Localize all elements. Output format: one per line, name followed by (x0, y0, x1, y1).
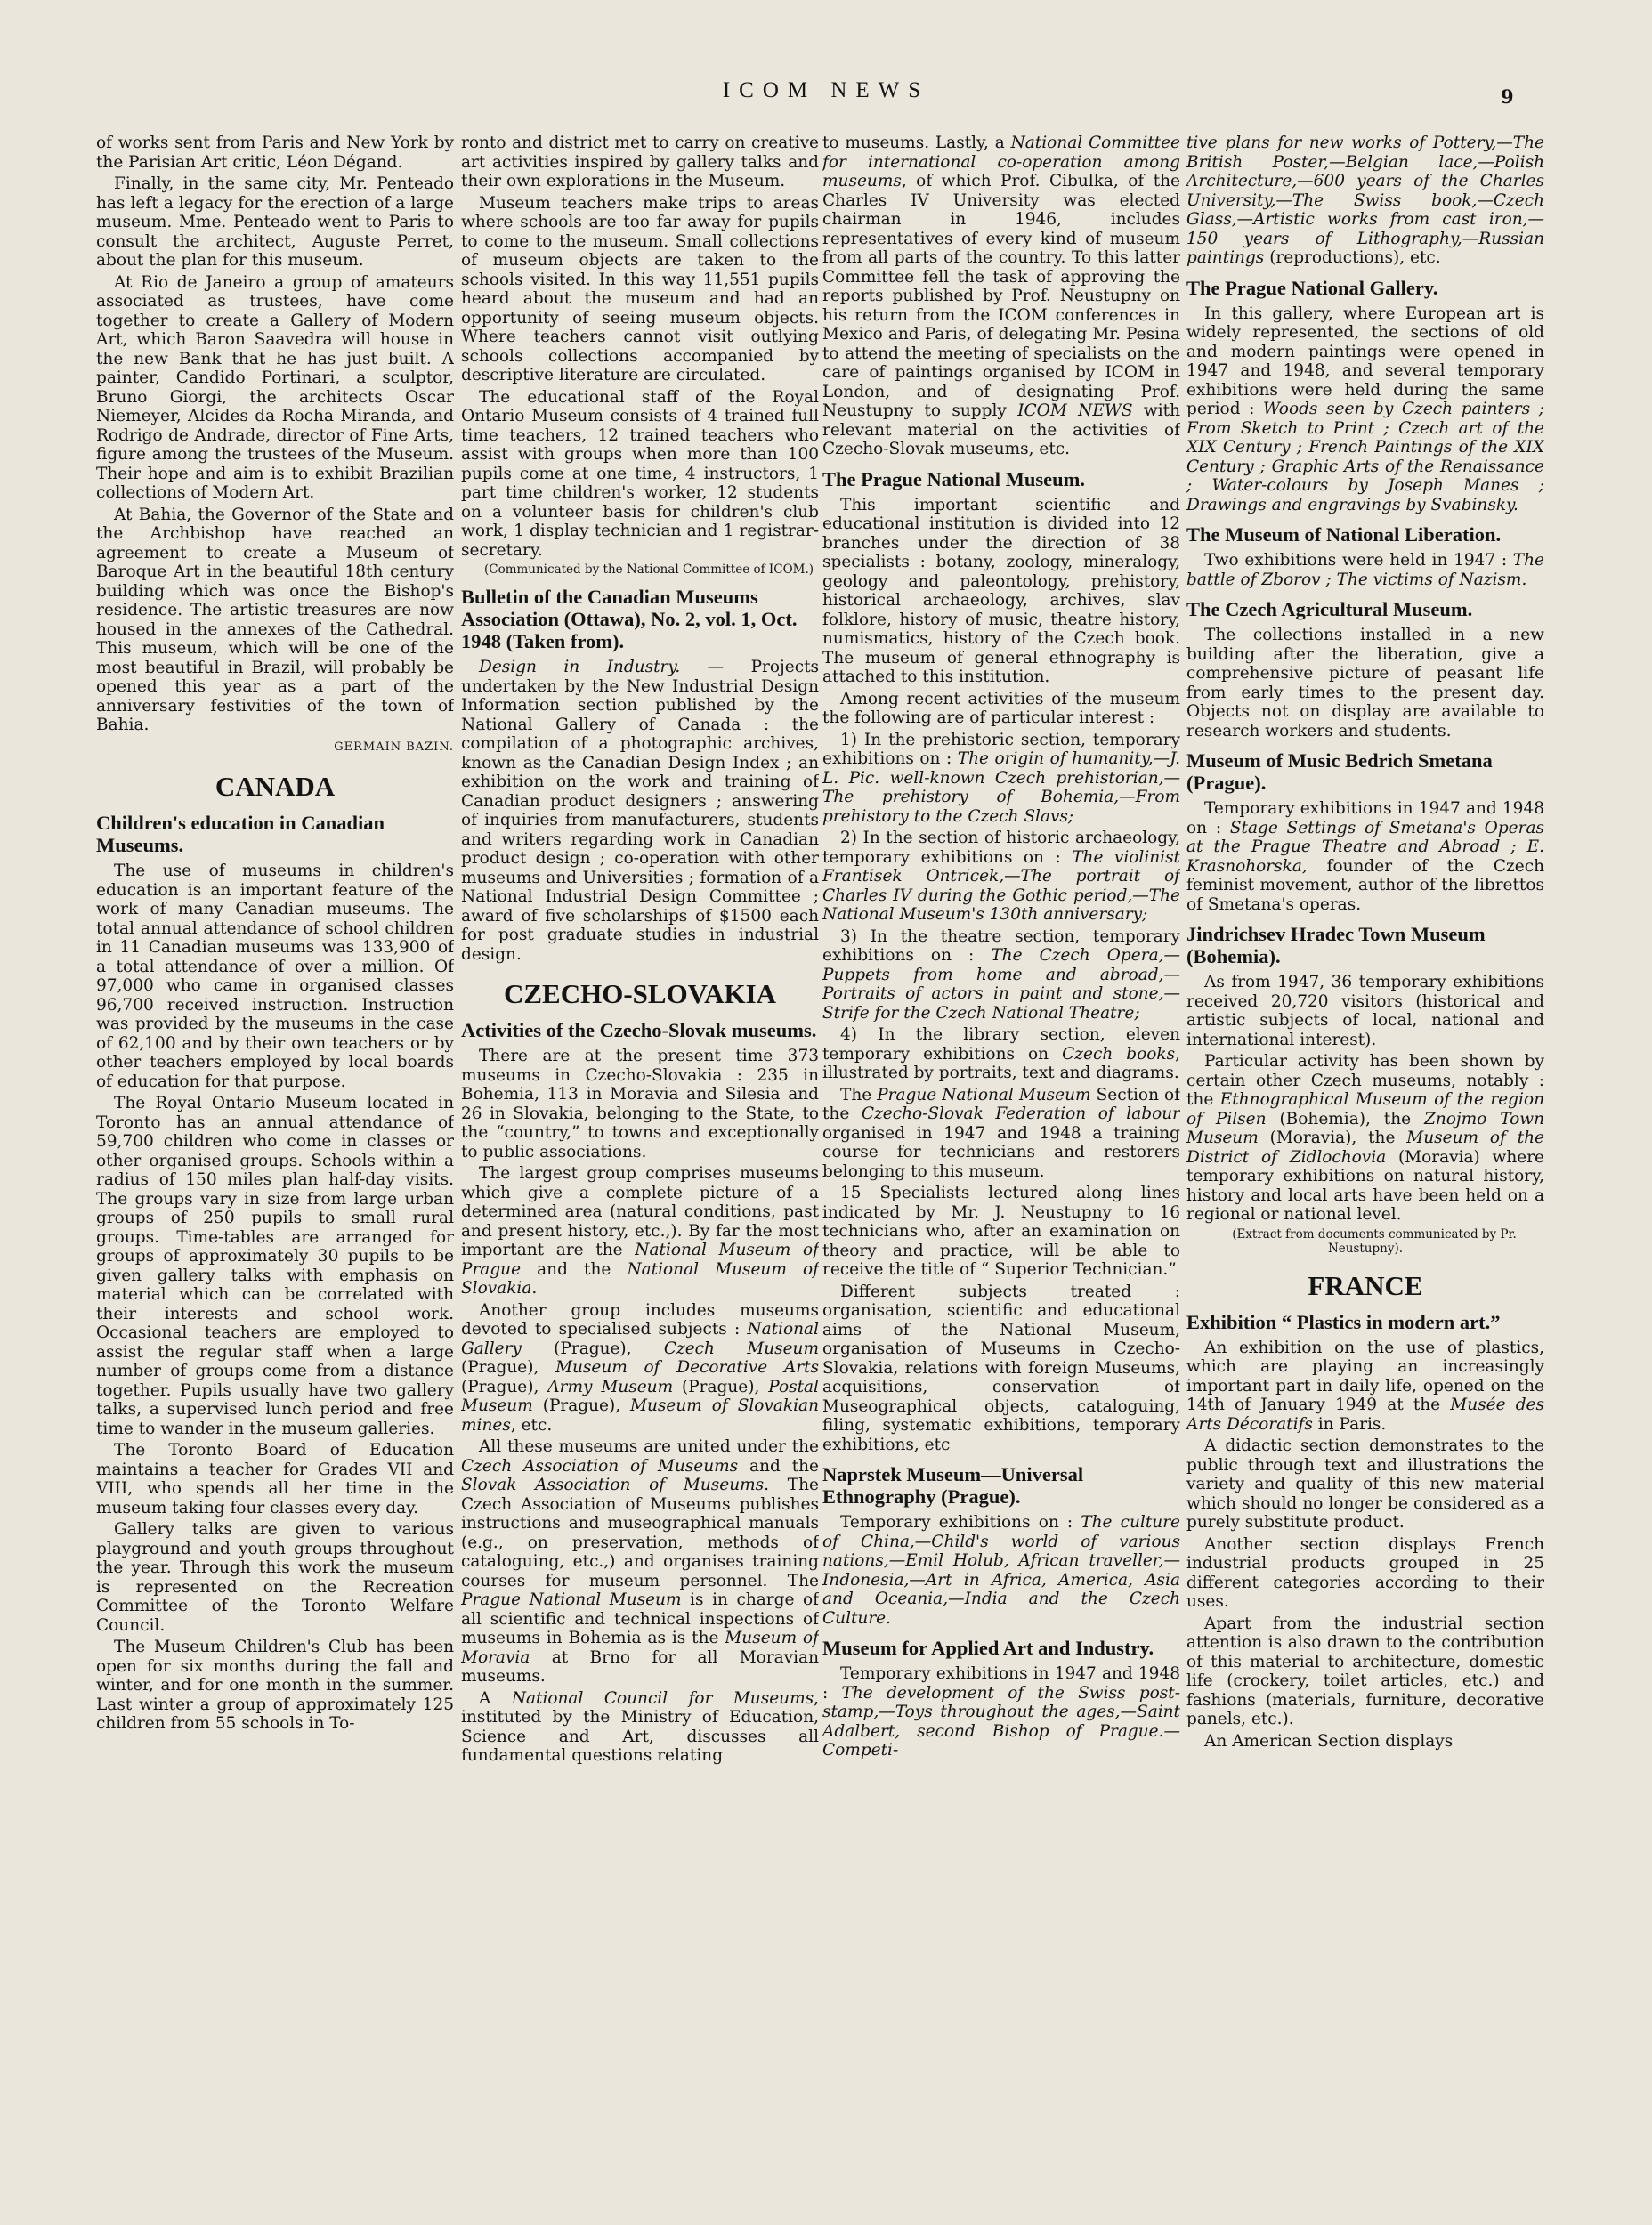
paragraph: The Museum Children's Club has been open for six months during the fall and winter, and for one month in the summer. Last winter a group of approximately 125 children from 55 schools in To- (96, 1638, 454, 1733)
paragraph: 3) In the theatre section, temporary exhibitions on : The Czech Opera,—Puppets from home and abroad,—Portraits of actors in paint and stone,—Strife for the Czech National Theatre; (822, 926, 1180, 1023)
article-heading: Museum for Applied Art and Industry. (822, 1637, 1154, 1659)
paragraph: The Toronto Board of Education maintains a teacher for Grades VII and VIII, who spends all her time in the museum taking four classes every day. (96, 1441, 454, 1517)
paragraph: There are at the present time 373 museums in Czecho-Slovakia : 235 in Bohemia, 113 in Moravia and Silesia and 26 in Slovakia, belonging to the State, to the “country,” to towns and exceptionally to public associations. (461, 1047, 819, 1161)
source-note: (Communicated by the National Committee of ICOM.) (483, 562, 814, 577)
paragraph: Different subjects treated : organisation, scientific and educational aims of the National Museum, organisation of Museums in Czecho-Slovakia, relations with foreign Museums, acquisitions, conservation of Museographical objects, cataloguing, filing, systematic exhibitions, temporary exhibitions, etc (822, 1282, 1180, 1454)
paragraph: The Prague National Museum Section of the Czecho-Slovak Federation of labour organised in 1947 and 1948 a training course for technicians and restorers belonging to this museum. (822, 1085, 1180, 1181)
paragraph: Among recent activities of the museum the following are of particular interest : (822, 689, 1180, 727)
column-4 (1186, 134, 1544, 2207)
paragraph: Design in Industry. — Projects undertaken by the New Industrial Design Information section published by the National Gallery of Canada : the compilation of a photographic archives, known as the Canadian Design Index ; an exhibition on the work and training of Canadian product designers ; answering of inquiries from manufacturers, students and writers regarding work in Canadian product design ; co-operation with other museums and Universities ; formation of a National Industrial Design Committee ; award of five scholarships of $1500 each for post graduate studies in industrial design. (461, 658, 819, 964)
country-heading: FRANCE (1308, 1269, 1423, 1301)
article-heading: Naprstek Museum—Universal Ethnography (Prague). (822, 1463, 1084, 1508)
paragraph: Temporary exhibitions in 1947 and 1948 on : Stage Settings of Smetana's Operas at the Prague Theatre and Abroad ; E. Krasnohorska, founder of the Czech feminist movement, author of the librettos of Smetana's operas. (1186, 799, 1544, 914)
paragraph: The Royal Ontario Museum located in Toronto has an annual attendance of 59,700 children who come in classes or other organised groups. Schools within a radius of 150 miles plan half-day visits. The groups vary in size from large urban groups of 250 pupils to small rural groups. Time-tables are arranged for groups of approximately 30 pupils to be given gallery talks with emphasis on material which can be correlated with their interests and school work. Occasional teachers are employed to assist the regular staff when a large number of groups come from a distance together. Pupils usually have two gallery talks, a supervised lunch period and free time to wander in the museum galleries. (96, 1094, 454, 1438)
page-number: 9 (1501, 85, 1514, 108)
article-heading: The Prague National Museum. (822, 467, 1085, 490)
paragraph: tive plans for new works of Pottery,—The British Poster,—Belgian lace,—Polish Architecture,—600 years of the Charles University,—The Swiss book,—Czech Glass,—Artistic works from cast iron,—150 years of Lithography,—Russian paintings (reproductions), etc. (1186, 134, 1544, 267)
paragraph: Museum teachers make trips to areas where schools are too far away for pupils to come to the museum. Small collections of museum objects are taken to the schools visited. In this way 11,551 pupils heard about the museum and had an opportunity of seeing museum objects. Where teachers cannot visit outlying schools collections accompanied by descriptive literature are circulated. (461, 193, 819, 384)
paragraph: A didactic section demonstrates to the public through text and illustrations the variety and quality of this new material which should no longer be considered as a purely substitute product. (1186, 1436, 1544, 1532)
article-heading: Activities of the Czecho-Slovak museums. (461, 1019, 817, 1041)
paragraph: 1) In the prehistoric section, temporary exhibitions on : The origin of humanity,—J. L. Pic. well-known Czech prehistorian,—The prehistory of Bohemia,—From prehistory to the Czech Slavs; (822, 730, 1180, 826)
paragraph: Gallery talks are given to various playground and youth groups throughout the year. Through this work the museum is represented on the Recreation Committee of the Toronto Welfare Council. (96, 1520, 454, 1635)
paragraph: All these museums are united under the Czech Association of Museums and the Slovak Association of Museums. The Czech Association of Museums publishes instructions and museographical manuals (e.g., on preservation, methods of cataloguing, etc.,) and organises training courses for museum personnel. The Prague National Museum is in charge of all scientific and technical inspections of museums in Bohemia as is the Museum of Moravia at Brno for all Moravian museums. (461, 1437, 819, 1686)
column-2 (461, 134, 819, 2207)
paragraph: Two exhibitions were held in 1947 : The battle of Zborov ; The victims of Nazism. (1186, 551, 1544, 589)
paragraph: This important scientific and educational institution is divided into 12 branches under the direction of 38 specialists : botany, zoology, mineralogy, geology and paleontology, prehistory, historical archaeology, archives, slav folklore, history of music, theatre history, numismatics, history of the Czech book. The museum of general ethnography is attached to this institution. (822, 495, 1180, 686)
article-heading: Museum of Music Bedrich Smetana (Prague). (1186, 749, 1493, 794)
paragraph: to museums. Lastly, a National Committee for international co-operation among museums, of which Prof. Cibulka, of the Charles IV University was elected chairman in 1946, includes representatives of every kind of museum from all parts of the country. To this latter Committee fell the task of approving the reports published by Prof. Neustupny on his return from the ICOM conferences in Mexico and Paris, of delegating Mr. Pesina to attend the meeting of specialists on the care of paintings organised by ICOM in London, and of designating Prof. Neustupny to supply ICOM NEWS with relevant material on the activities of Czecho-Slovak museums, etc. (822, 134, 1180, 458)
article-heading: The Czech Agricultural Museum. (1186, 598, 1473, 620)
column-3 (822, 134, 1180, 2207)
paragraph: of works sent from Paris and New York by the Parisian Art critic, Léon Dégand. (96, 134, 454, 172)
paragraph: Temporary exhibitions in 1947 and 1948 : The development of the Swiss post-stamp,—Toys throughout the ages,—Saint Adalbert, second Bishop of Prague.—Competi- (822, 1664, 1180, 1760)
article-heading: Bulletin of the Canadian Museums Association (Ottawa), No. 2, vol. 1, Oct. 1948 (Taken from). (461, 586, 798, 652)
author-signature: GERMAIN BAZIN. (334, 740, 454, 754)
paragraph: Temporary exhibitions on : The culture of China,—Child's world of various nations,—Emil Holub, African traveller,—Indonesia,—Art in Africa, America, Asia and Oceania,—India and the Czech Culture. (822, 1513, 1180, 1628)
running-header: ICOM NEWS (722, 78, 930, 102)
paragraph: An American Section displays (1204, 1731, 1454, 1751)
country-heading: CZECHO-SLOVAKIA (503, 978, 777, 1009)
article-heading: Exhibition “ Plastics in modern art.” (1186, 1310, 1501, 1333)
paragraph: As from 1947, 36 temporary exhibitions received 20,720 visitors (historical and artistic subjects of local, national and international interest). (1186, 973, 1544, 1049)
paragraph: Particular activity has been shown by certain other Czech museums, notably : the Ethnographical Museum of the region of Pilsen (Bohemia), the Znojmo Town Museum (Moravia), the Museum of the District of Zidlochovia (Moravia) where temporary exhibitions on natural history, history and local arts have been held on a regional or national level. (1186, 1052, 1544, 1224)
paragraph: The collections installed in a new building after the liberation, give a comprehensive picture of peasant life from early times to the present day. Objects not on display are available to research workers and students. (1186, 626, 1544, 740)
article-heading: Jindrichsev Hradec Town Museum (Bohemia). (1186, 923, 1486, 967)
paragraph: Another section displays French industrial products grouped in 25 different categories according to their uses. (1186, 1534, 1544, 1611)
article-heading: The Prague National Gallery. (1186, 276, 1438, 299)
paragraph: A National Council for Museums, instituted by the Ministry of Education, Science and Art, discusses all fundamental questions relating (461, 1688, 819, 1765)
paragraph: 4) In the library section, eleven temporary exhibitions on Czech books, illustrated by portraits, text and diagrams. (822, 1025, 1180, 1082)
paragraph: 15 Specialists lectured along lines indicated by Mr. J. Neustupny to 16 technicians who, after an examination on theory and practice, will be able to receive the title of “ Superior Technician.” (822, 1184, 1180, 1279)
paragraph: Another group includes museums devoted to specialised subjects : National Gallery (Prague), Czech Museum (Prague), Museum of Decorative Arts (Prague), Army Museum (Prague), Postal Museum (Prague), Museum of Slovakian mines, etc. (461, 1300, 819, 1435)
paragraph: ronto and district met to carry on creative art activities inspired by gallery talks and their own explorations in the Museum. (461, 134, 819, 190)
article-heading: The Museum of National Liberation. (1186, 523, 1502, 546)
column-1 (96, 134, 454, 2207)
paragraph: 2) In the section of historic archaeology, temporary exhibitions on : The violinist Frantisek Ontricek,—The portrait of Charles IV during the Gothic period,—The National Museum's 130th anniversary; (822, 829, 1180, 924)
source-note: (Extract from documents communicated by Pr. Neustupny). (1232, 1226, 1517, 1256)
paragraph: Finally, in the same city, Mr. Penteado has left a legacy for the erection of a large museum. Mme. Penteado went to Paris to consult the architect, Auguste Perret, about the plan for this museum. (96, 174, 454, 270)
paragraph: The educational staff of the Royal Ontario Museum consists of 4 trained full time teachers, 12 trained teachers who assist with groups when more than 100 pupils come at one time, 4 instructors, 1 part time children's worker, 12 students on a volunteer basis for children's club work, 1 display technician and 1 registrar-secretary. (461, 387, 819, 560)
paragraph: An exhibition on the use of plastics, which are playing an increasingly important part in daily life, opened on the 14th of January 1949 at the Musée des Arts Décoratifs in Paris. (1186, 1338, 1544, 1434)
article-heading: Children's education in Canadian Museums. (96, 812, 385, 856)
country-heading: CANADA (215, 771, 336, 802)
paragraph: The largest group comprises museums which give a complete picture of a determined area (natural conditions, past and present history, etc.,). By far the most important are the National Museum of Prague and the National Museum of Slovakia. (461, 1164, 819, 1298)
paragraph: At Rio de Janeiro a group of amateurs associated as trustees, have come together to create a Gallery of Modern Art, which Baron Saavedra will house in the new Bank that he has just built. A painter, Candido Portinari, a sculptor, Bruno Giorgi, the architects Oscar Niemeyer, Alcides da Rocha Miranda, and Rodrigo de Andrade, director of Fine Arts, figure among the trustees of the Museum. Their hope and aim is to exhibit Brazilian collections of Modern Art. (96, 272, 454, 502)
paragraph: Apart from the industrial section attention is also drawn to the contribution of this material to architecture, domestic life (crockery, toilet articles, etc.) and fashions (materials, furniture, decorative panels, etc.). (1186, 1614, 1544, 1728)
paragraph: At Bahia, the Governor of the State and the Archbishop have reached an agreement to create a Museum of Baroque Art in the beautiful 18th century building which was once the Bishop's residence. The artistic treasures are now housed in the annexes of the Cathedral. This museum, which will be one of the most beautiful in Brazil, will probably be opened this year as a part of the anniversary festivities of the town of Bahia. (96, 505, 454, 734)
paragraph: In this gallery, where European art is widely represented, the sections of old and modern paintings were opened in 1947 and 1948, and several temporary exhibitions were held during the same period : Woods seen by Czech painters ; From Sketch to Print ; Czech art of the XIX Century ; French Paintings of the XIX Century ; Graphic Arts of the Renaissance ; Water-colours by Joseph Manes ; Drawings and engravings by Svabinsky. (1186, 303, 1544, 514)
paragraph: The use of museums in children's education is an important feature of the work of many Canadian museums. The total annual attendance of school children in 11 Canadian museums was 133,900 of a total attendance of over a million. Of 97,000 who came in organised classes 96,700 received instruction. Instruction was provided by the museums in the case of 62,100 and by their own teachers or by other teachers employed by local boards of education for that purpose. (96, 862, 454, 1091)
